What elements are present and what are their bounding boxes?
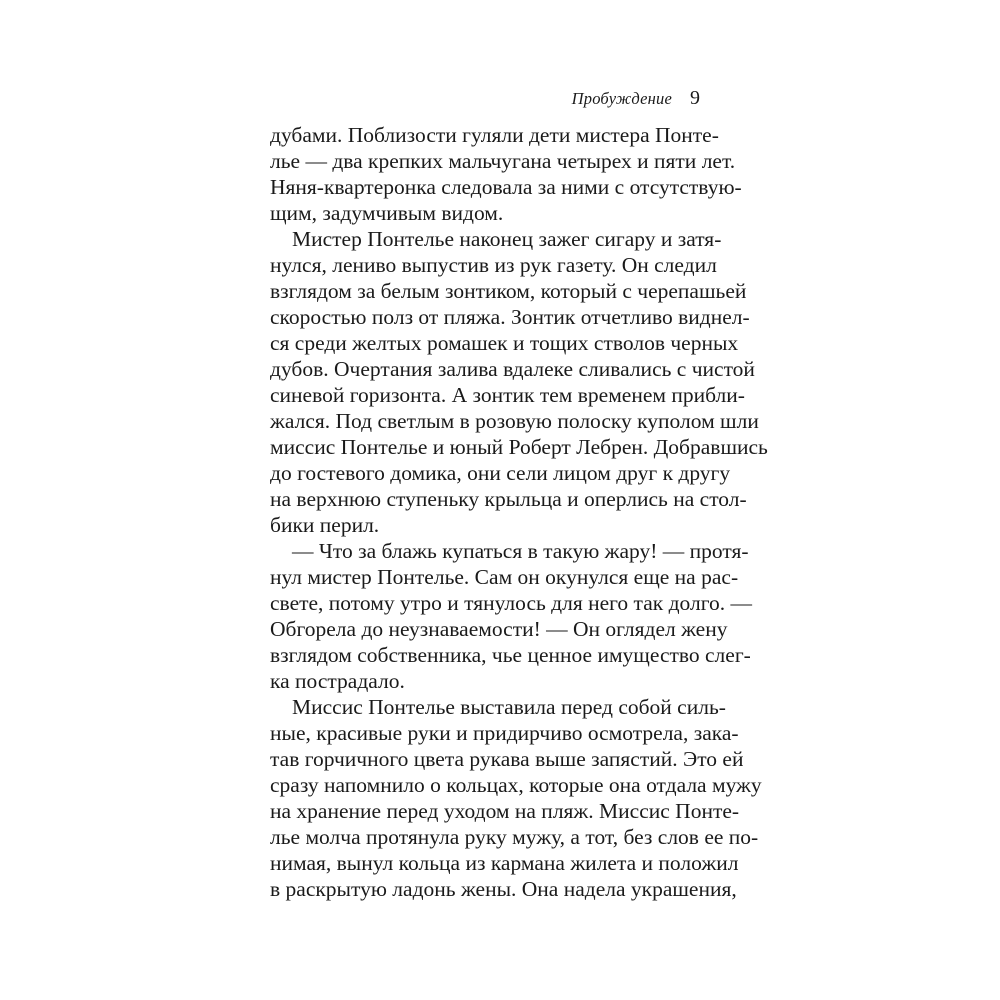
text-line: сразу напомнило о кольцах, которые она отдала мужу (270, 773, 762, 797)
text-line: миссис Понтелье и юный Роберт Лебрен. Добравшись (270, 435, 768, 459)
text-line: взглядом за белым зонтиком, который с черепашьей (270, 279, 747, 303)
text-line: лье молча протянула руку мужу, а тот, без слов ее по- (270, 825, 759, 849)
text-line: скоростью полз от пляжа. Зонтик отчетливо виднел- (270, 305, 750, 329)
text-line: Мистер Понтелье наконец зажег сигару и затя- (292, 227, 722, 251)
text-line: ные, красивые руки и придирчиво осмотрела, зака- (270, 721, 739, 745)
text-line: щим, задумчивым видом. (270, 201, 504, 225)
text-line: в раскрытую ладонь жены. Она надела украшения, (270, 877, 737, 901)
text-line: Миссис Понтелье выставила перед собой силь- (292, 695, 726, 719)
text-line: тав горчичного цвета рукава выше запястий. Это ей (270, 747, 744, 771)
text-line: синевой горизонта. А зонтик тем временем прибли- (270, 383, 745, 407)
text-line: — Что за блажь купаться в такую жару! — протя- (292, 539, 749, 563)
running-title: Пробуждение (571, 89, 672, 108)
text-line: свете, потому утро и тянулось для него так долго. — (270, 591, 752, 615)
text-line: нул мистер Понтелье. Сам он окунулся еще на рас- (270, 565, 739, 589)
text-line: ся среди желтых ромашек и тощих стволов черных (270, 331, 739, 355)
text-line: на хранение перед уходом на пляж. Миссис Понте- (270, 799, 740, 823)
text-line: дубами. Поблизости гуляли дети мистера Понте- (270, 123, 719, 147)
text-line: нимая, вынул кольца из кармана жилета и положил (270, 851, 739, 875)
text-line: лье — два крепких мальчугана четырех и пяти лет. (270, 149, 736, 173)
text-line: жался. Под светлым в розовую полоску куполом шли (270, 409, 759, 433)
text-line: на верхнюю ступеньку крыльца и оперлись на стол- (270, 487, 747, 511)
text-line: ка пострадало. (270, 669, 405, 693)
running-head (560, 86, 700, 111)
text-line: Обгорела до неузнаваемости! — Он оглядел жену (270, 617, 728, 641)
text-line: дубов. Очертания залива вдалеке сливались с чистой (270, 357, 755, 381)
body-text (270, 122, 768, 902)
text-line: Няня-квартеронка следовала за ними с отсутствую- (270, 175, 742, 199)
page-number: 9 (690, 87, 700, 109)
text-line: бики перил. (270, 513, 380, 537)
text-line: до гостевого домика, они сели лицом друг к другу (270, 461, 731, 485)
text-line: нулся, лениво выпустив из рук газету. Он следил (270, 253, 717, 277)
text-line: взглядом собственника, чье ценное имущество слег- (270, 643, 751, 667)
